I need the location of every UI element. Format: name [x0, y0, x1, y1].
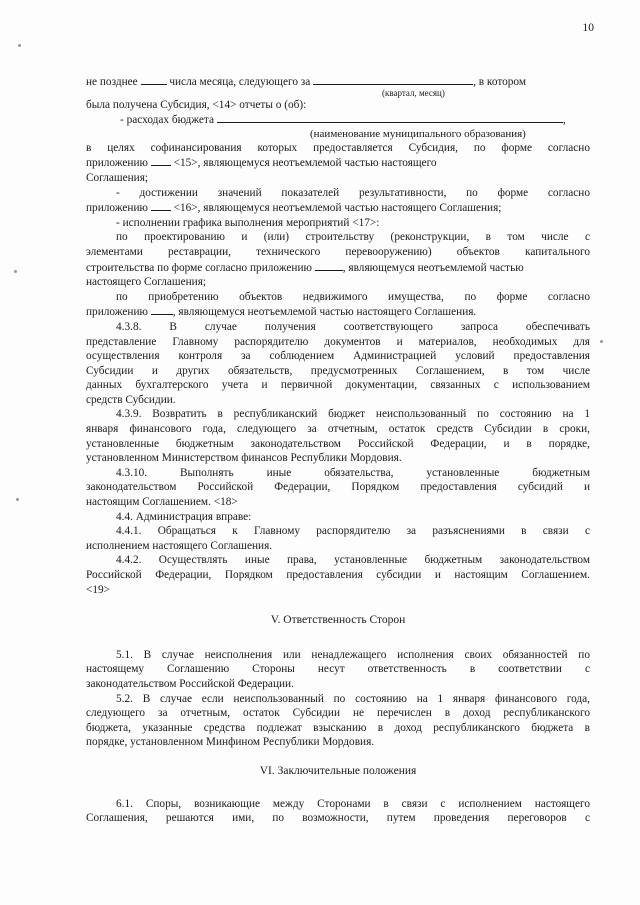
- text-line: настоящим Соглашением. <18>: [86, 496, 238, 509]
- period-caption: (квартал, месяц): [382, 87, 445, 98]
- text-line: Соглашения;: [86, 171, 149, 184]
- clause-4-4-1: 4.4.1. Обращаться к Главному распорядителю за разъяснениями в связи с: [116, 525, 590, 538]
- clause-4-3-8: 4.3.8. В случае получения соответствующего запроса обеспечивать: [116, 320, 590, 333]
- scan-speck: [600, 340, 603, 343]
- text-line: установленные бюджетным законодательством Российской Федерации, и в порядке,: [86, 437, 590, 450]
- text-line: элементами реставрации, технического перевооружению) объектов капитального: [86, 245, 590, 258]
- text-line: Субсидии и других обязательств, предусмотренных Соглашением, в том числе: [86, 364, 590, 377]
- annex-blank: [151, 155, 171, 166]
- text-line: Российской Федерации, Порядком предоставления субсидии и настоящим Соглашением.: [86, 569, 590, 581]
- clause-5-2: 5.2. В случае если неиспользованный по состоянию на 1 января финансового года,: [116, 692, 590, 705]
- period-blank: [313, 74, 473, 85]
- annex-15-line: приложению <15>, являющемуся неотъемлемой частью настоящего: [86, 157, 437, 170]
- text-line: - исполнении графика выполнения мероприятий <17>:: [116, 216, 380, 229]
- annex-blank: [151, 200, 171, 211]
- clause-4-3-9: 4.3.9. Возвратить в республиканский бюджет неиспользованный по состоянию на 1: [116, 408, 590, 421]
- text-line: была получена Субсидия, <14> отчеты о (об):: [86, 98, 307, 111]
- clause-4-4: 4.4. Администрация вправе:: [116, 510, 252, 523]
- text-line: января финансового года, следующего за отчетным, остаток средств Субсидии в сроки,: [86, 423, 590, 436]
- text-line: следующего за отчетным, остаток Субсидии не перечислен в доход республиканского: [86, 707, 590, 720]
- text-line: законодательством Российской Федерации.: [86, 677, 294, 690]
- annex-construction-line: строительства по форме согласно приложению , являющемуся неотъемлемой частью: [86, 261, 524, 274]
- budget-expenses-line: - расходах бюджета ,: [120, 114, 566, 127]
- scan-speck: [16, 498, 19, 501]
- document-body: [86, 74, 590, 826]
- scan-speck: [18, 44, 21, 47]
- text-line: настоящего Соглашения;: [86, 276, 207, 289]
- annex-property-line: приложению , являющемуся неотъемлемой частью настоящего Соглашения.: [86, 306, 477, 319]
- report-deadline-line: не позднее числа месяца, следующего за , в котором: [86, 76, 526, 88]
- text-line: средств Субсидии.: [86, 393, 176, 406]
- text-line: осуществления контроля за соблюдением Администрацией условий предоставления: [86, 350, 590, 363]
- text-line: - достижении значений показателей результативности, по форме согласно: [116, 186, 590, 199]
- page-number: 10: [582, 22, 594, 34]
- text-line: данных бухгалтерского учета и первичной документации, связанных с использованием: [86, 379, 590, 392]
- text-line: в целях софинансирования которых предоставляется Субсидия, по форме согласно: [86, 141, 590, 154]
- text-line: порядке, установленном Минфином Республики Мордовия.: [86, 736, 375, 749]
- clause-4-3-10: 4.3.10. Выполнять иные обязательства, установленные бюджетным: [116, 466, 590, 479]
- scan-speck: [14, 270, 17, 273]
- text-line: по проектированию и (или) строительству (реконструкции, в том числе с: [116, 231, 590, 244]
- text-line: законодательством Российской Федерации, Порядком предоставления субсидий и: [86, 481, 590, 494]
- municipality-blank: [217, 112, 563, 123]
- text-line: <19>: [86, 583, 111, 596]
- clause-4-4-2: 4.4.2. Осуществлять иные права, установленные бюджетным законодательством: [116, 554, 590, 567]
- text-line: исполнением настоящего Соглашения.: [86, 539, 273, 552]
- text-line: Соглашения, решаются ими, по возможности, путем проведения переговоров с: [86, 812, 590, 825]
- text-line: настоящему Соглашению Стороны несут ответственность в соответствии с: [86, 663, 590, 676]
- annex-16-line: приложению <16>, являющемуся неотъемлемой частью настоящего Соглашения;: [86, 202, 502, 215]
- clause-6-1: 6.1. Споры, возникающие между Сторонами в связи с исполнением настоящего: [116, 797, 590, 810]
- text-line: бюджета, указанные средства подлежат взысканию в доход республиканского бюджета в: [86, 721, 590, 734]
- day-blank: [141, 74, 167, 85]
- text-line: установленном Министерством финансов Республики Мордовия.: [86, 452, 402, 465]
- section-5-heading: V. Ответственность Сторон: [270, 614, 406, 627]
- clause-5-1: 5.1. В случае неисполнения или ненадлежащего исполнения своих обязанностей по: [116, 648, 590, 661]
- annex-blank: [151, 304, 173, 315]
- section-6-heading: VI. Заключительные положения: [259, 764, 417, 777]
- text-line: по приобретению объектов недвижимого имущества, по форме согласно: [116, 290, 590, 303]
- annex-blank: [315, 260, 343, 271]
- text-line: представление Главному распорядителю документов и материалов, необходимых для: [86, 335, 590, 348]
- municipality-caption: (наименование муниципального образования): [310, 127, 526, 140]
